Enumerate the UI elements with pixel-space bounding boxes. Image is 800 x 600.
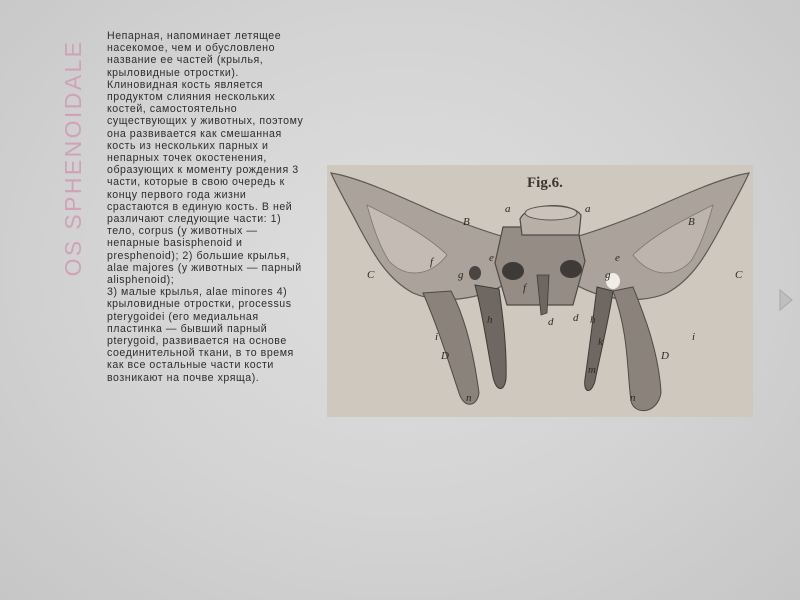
paragraph-parts: 3) малые крылья, alae minores 4) крыловидные отростки, processus pterygoidei (его медиальная пластинка — бывший парный pterygoid, развивается на основе соединительной ткани, в то время как все остальные части кости возникают на почве хряща).: [107, 286, 294, 384]
figure-label: B: [688, 216, 695, 228]
figure-label: g: [605, 269, 611, 281]
figure-label: m: [588, 364, 596, 376]
sphenoid-bone-figure: [327, 165, 753, 417]
figure-caption: Fig.6.: [527, 175, 563, 191]
figure-label: g: [458, 269, 464, 281]
figure-label: f: [523, 282, 527, 294]
figure-label: e: [489, 252, 494, 264]
dorsum-sellae: [525, 206, 577, 220]
next-slide-arrow-icon[interactable]: [779, 289, 793, 311]
figure-label: C: [735, 269, 743, 281]
right-sinus-opening: [560, 260, 582, 278]
figure-label: D: [441, 350, 449, 362]
figure-label: i: [692, 331, 696, 343]
slide-title: OS SPHENOIDALE: [60, 39, 86, 277]
figure-label: e: [615, 252, 620, 264]
figure-label: D: [661, 350, 669, 362]
body-text: [107, 30, 307, 384]
figure-label: h: [590, 314, 596, 326]
left-sinus-opening: [502, 262, 524, 280]
figure-label: d: [548, 316, 554, 328]
paragraph-development: Клиновидная кость является продуктом слияния нескольких костей, самостоятельно существующих у животных, поэтому она развивается как смешанная кость из нескольких парных и непарных точек окостенения, образующих к моменту рождения 3 части, которые в свою очередь к концу первого года жизни срастаются в единую кость. В ней различают следующие части: 1) тело, corpus (у животных — непарные basisphenoid и presphenoid); 2) большие крылья, alae majores (у животных — парный alisphenoid);: [107, 78, 304, 287]
figure-label: d: [573, 312, 579, 324]
figure-label: k: [598, 336, 603, 348]
figure-label: C: [367, 269, 375, 281]
sphenoid-bone-illustration: [327, 165, 753, 417]
figure-label: i: [435, 331, 439, 343]
paragraph-intro: Непарная, напоминает летящее насекомое, чем и обусловлено название ее частей (крылья, крыловидные отростки).: [107, 30, 282, 79]
figure-label: h: [487, 314, 493, 326]
left-foramen: [469, 266, 481, 280]
figure-label: n: [630, 392, 636, 404]
figure-label: B: [463, 216, 470, 228]
figure-label: a: [585, 203, 591, 215]
figure-label: f: [430, 256, 434, 268]
figure-label: a: [505, 203, 511, 215]
figure-label: n: [466, 392, 472, 404]
